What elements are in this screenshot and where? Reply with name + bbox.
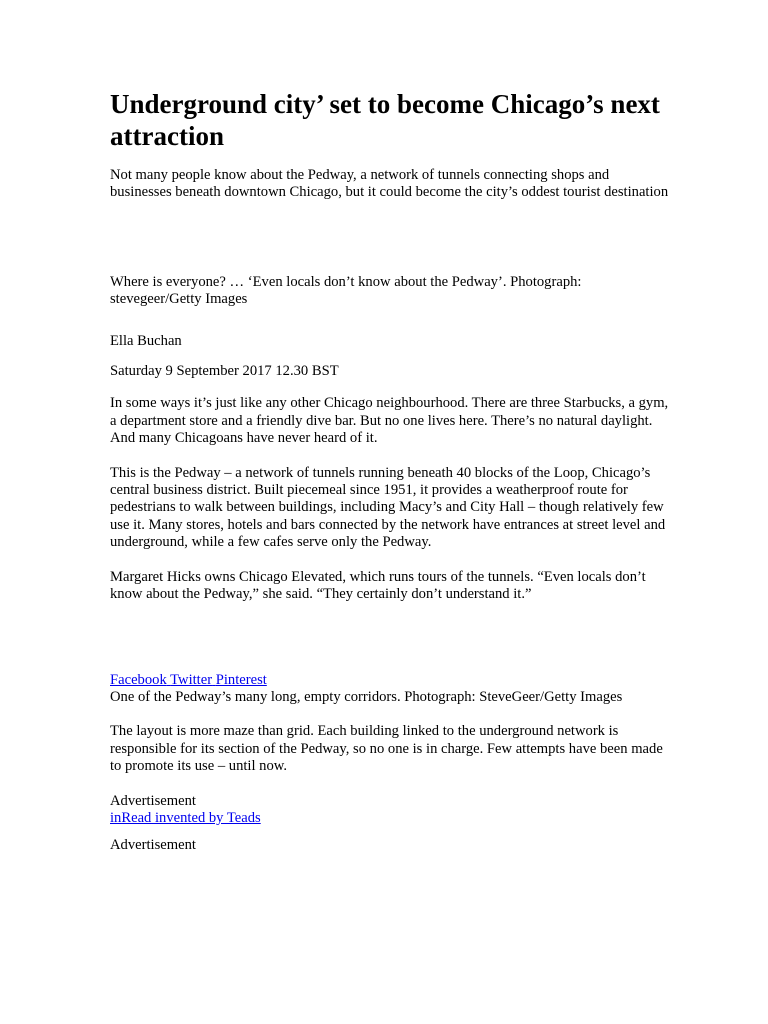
article (110, 88, 670, 855)
advertisement-label: Advertisement (110, 792, 196, 809)
body-paragraph: The layout is more maze than grid. Each building linked to the underground network is responsible for its section of the Pedway, so no one is in charge. Few attempts have been made to promote its use – until now. (110, 723, 663, 775)
body-paragraph: This is the Pedway – a network of tunnels running beneath 40 blocks of the Loop, Chicago’s central business district. Built piecemeal since 1951, it provides a weatherproof route for pedestrians to walk between buildings, including Macy’s and City Hall – though relatively few use it. Many stores, hotels and bars connected by the network have entrances at street level and underground, while a few cafes serve only the Pedway. (110, 464, 666, 551)
share-links (110, 672, 670, 689)
headline: Underground city’ set to become Chicago’s next attraction (110, 89, 660, 151)
teads-link[interactable]: inRead invented by Teads (110, 809, 261, 826)
advertisement-label: Advertisement (110, 837, 196, 854)
image-caption: Where is everyone? … ‘Even locals don’t know about the Pedway’. Photograph: stevegeer/Getty Images (110, 273, 582, 308)
pinterest-share-link[interactable]: Pinterest (215, 671, 267, 688)
image-caption-2: One of the Pedway’s many long, empty corridors. Photograph: SteveGeer/Getty Images (110, 688, 623, 705)
facebook-share-link[interactable]: Facebook (110, 671, 167, 688)
body-paragraph: In some ways it’s just like any other Chicago neighbourhood. There are three Starbucks, a gym, a department store and a friendly dive bar. But no one lives here. There’s no natural daylight. And many Chicagoans have never heard of it. (110, 395, 669, 447)
byline: Ella Buchan (110, 332, 182, 349)
body-paragraph: Margaret Hicks owns Chicago Elevated, which runs tours of the tunnels. “Even locals don’t know about the Pedway,” she said. “They certainly don’t understand it.” (110, 568, 646, 603)
twitter-share-link[interactable]: Twitter (170, 671, 213, 688)
dateline: Saturday 9 September 2017 12.30 BST (110, 363, 339, 380)
standfirst: Not many people know about the Pedway, a network of tunnels connecting shops and businesses beneath downtown Chicago, but it could become the city’s oddest tourist destination (110, 167, 669, 201)
